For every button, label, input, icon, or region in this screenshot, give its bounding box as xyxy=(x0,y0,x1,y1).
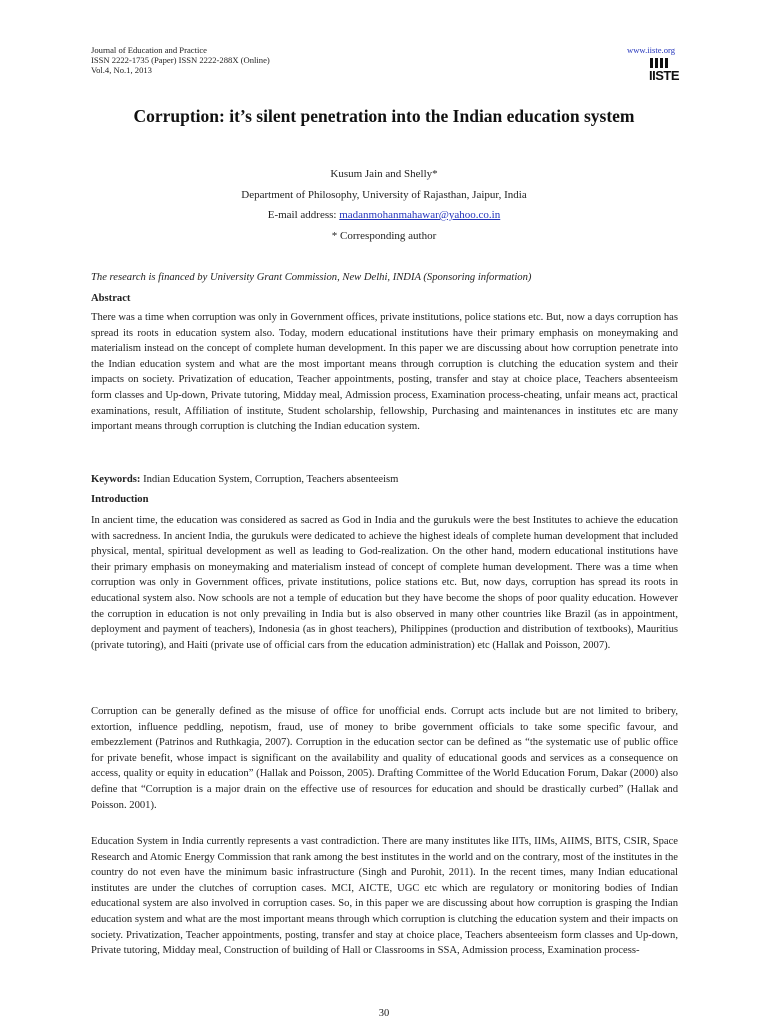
authors: Kusum Jain and Shelly* xyxy=(330,168,438,180)
paragraph: Education System in India currently represents a vast contradiction. There are many institutes like IITs, IIMs, AIIMS, BITS, CSIR, Space Research and Atomic Energy Commission that rank among the best institutes in the world and on the contrary, most of the institutes in the country do not even have the minimum basic infrastructure (Singh and Purohit, 2011). In the recent times, many Indian educational institutes are under the clutches of corruption cases. MCI, AICTE, UGC etc which are regulatory or monitoring bodies of Indian educational system are also involved in corruption cases. So, in this paper we are discussing about how corruption is grasping the Indian education system and what are the most important means through which corruption is clutching the education system and their impacts on society. Privatization, Teacher appointments, posting, transfer and stay at choice place, Teachers absenteeism form classes and Up-down, Private tutoring, Midday meal, Construction of building of Hall or Classrooms in SSA, Admission process, Examination process- xyxy=(91,836,678,957)
keywords-line xyxy=(91,472,678,488)
abstract-heading: Abstract xyxy=(91,293,131,304)
funding-note: The research is financed by University Grant Commission, New Delhi, INDIA (Sponsoring information) xyxy=(91,272,532,283)
journal-header xyxy=(91,45,270,76)
corresponding-author: * Corresponding author xyxy=(331,230,437,242)
paper-title: Corruption: it’s silent penetration into the Indian education system xyxy=(133,106,635,126)
email-line xyxy=(90,209,678,221)
iiste-logo: IISTE xyxy=(649,58,675,82)
paragraph: In ancient time, the education was considered as sacred as God in India and the gurukuls were the best Institutes to achieve the education with sacredness. In ancient India, the gurukuls were dedicated to achieve the highest ideals of complete human development that included physical, mental, spiritual development as well as leading to God-realization. On the other hand, modern educational institutions have their primary emphasis on moneymaking and materialism instead of concept of complete human development. There was a time when corruption was only in Government offices, private institutions, police stations etc. But, now days, corruption has spread its roots in educational system also. Now schools are not a temple of education but they have become the shops of poor quality education. However the corruption in education is not only prevailing in India but is also observed in many other countries like Brazil (as in appointment, deployment and payment of teachers), Indonesia (as in ghost teachers), Philippines (production and distribution of textbooks), Mauritius (private tutoring), and Haiti (private use of official cars from the education administration) etc (Hallak and Poisson, 2007). xyxy=(91,515,678,651)
introduction-heading: Introduction xyxy=(91,494,149,505)
issn-line: ISSN 2222-1735 (Paper) ISSN 2222-288X (Online) xyxy=(91,55,270,66)
affiliation: Department of Philosophy, University of Rajasthan, Jaipur, India xyxy=(241,189,527,201)
journal-url-link[interactable]: www.iiste.org xyxy=(627,45,675,55)
publisher-block xyxy=(627,45,680,87)
paragraph: Corruption can be generally defined as the misuse of office for unofficial ends. Corrupt acts include but are not limited to bribery, extortion, influence peddling, nepotism, fraud, use of money to bribe government officials to take some specific favour, and embezzlement (Patrinos and Ruthkagia, 2007). Corruption in the education sector can be defined as “the systematic use of public office for private benefit, whose impact is significant on the availability and quality of educational goods and services as a consequence on access, quality or equity in education” (Hallak and Poisson, 2005). Drafting Committee of the World Education Forum, Dakar (2000) also define that “Corruption is a major drain on the effective use of resources for education and should be drastically curbed” (Hallak and Poisson. 2001). xyxy=(91,706,678,811)
page-number: 30 xyxy=(378,1008,390,1019)
abstract-text: There was a time when corruption was only in Government offices, private institutions, police stations etc. But, now a days corruption has spread its roots in education system also. Today, modern educational institutions have their primary emphasis on moneymaking and materialism instead on the concept of complete human development. In this paper we are discussing about how corruption penetrate into the Indian education system and what are the most important means through corruption is clutching the education system and their impacts on society. Privatization of education, Teacher appointments, posting, transfer and stay at choice place, Teachers absenteeism form classes and Up-down, Private tutoring, Midday meal, Admission process, Examination process-cheating, unfair means act, practical examinations, result, Affiliation of institute, Student scholarship, fellowship, Purchasing and maintenances in institutes etc are many important means through corruption is clutching the Indian education system. xyxy=(91,312,678,433)
volume-line: Vol.4, No.1, 2013 xyxy=(91,65,152,76)
keywords-text: Indian Education System, Corruption, Teachers absenteeism xyxy=(140,474,399,485)
email-label: E-mail address: xyxy=(267,209,340,221)
keywords-label: Keywords: xyxy=(91,474,141,485)
email-link[interactable]: madanmohanmahawar@yahoo.co.in xyxy=(339,209,501,221)
journal-name: Journal of Education and Practice xyxy=(91,45,207,55)
